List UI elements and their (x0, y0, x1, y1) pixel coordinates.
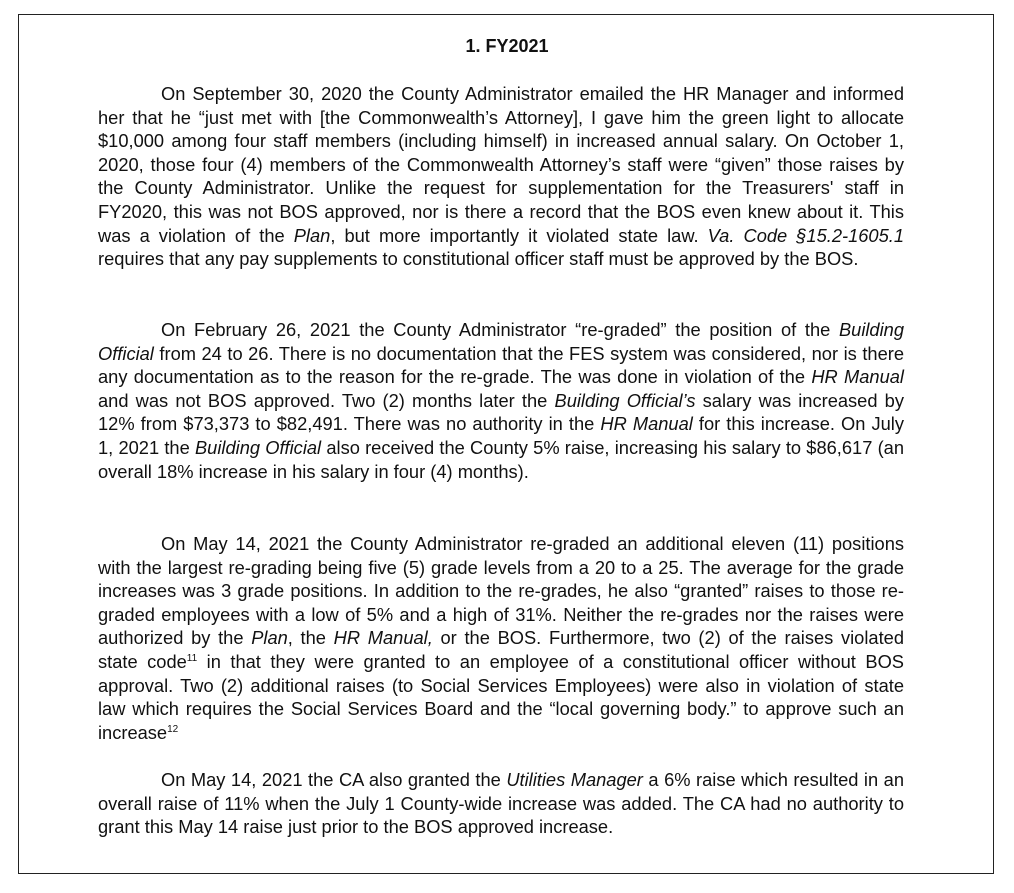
footnote-marker: 11 (186, 652, 198, 664)
emphasis-plan: Plan (251, 627, 288, 649)
emphasis-code-citation: Va. Code §15.2-1605.1 (707, 224, 905, 246)
paragraph-text: salary was increased by 12% from $73,373 to $82,491. There was no authority in the (98, 389, 904, 435)
paragraph-text: and was not BOS approved. Two (2) months later the (98, 389, 555, 411)
paragraph-2 (98, 318, 904, 483)
paragraph-text: in that they were granted to an employee of a constitutional officer without BOS approval. Two (2) additional raises (to Social Services Employees) were also in violation of state law which requires the Social Services Board and the “local governing body.” to approve such an increase (98, 650, 904, 743)
paragraph-3 (98, 532, 904, 744)
paragraph-text: also received the County 5% raise, increasing his salary to $86,617 (an overall 18% increase in his salary in four (4) months). (98, 436, 905, 482)
paragraph-text: On September 30, 2020 the County Administrator emailed the HR Manager and informed her that he “just met with [the Commonwealth’s Attorney], I gave him the green light to allocate $10,000 among four staff members (including himself) in increased annual salary. On October 1, 2020, those four (4) members of the Commonwealth Attorney’s staff were “given” those raises by the County Administrator. Unlike the request for supplementation for the Treasurers' staff in FY2020, this was not BOS approved, nor is there a record that the BOS even knew about it. This was a violation of the (98, 83, 904, 246)
emphasis-hr-manual: HR Manual, (333, 627, 433, 649)
paragraph-text: from 24 to 26. There is no documentation that the FES system was considered, nor is there any documentation as to the reason for the re-grade. The was done in violation of the (98, 342, 904, 388)
emphasis-plan: Plan (293, 224, 331, 246)
paragraph-text: requires that any pay supplements to constitutional officer staff must be approved by the BOS. (98, 248, 859, 270)
paragraph-1 (98, 82, 904, 271)
paragraph-4 (98, 768, 904, 839)
paragraph-text: On May 14, 2021 the CA also granted the (161, 769, 507, 790)
emphasis-building-officials: Building Official’s (554, 389, 696, 411)
emphasis-building-official: Building Official (194, 436, 322, 458)
emphasis-hr-manual: HR Manual (811, 366, 904, 388)
paragraph-text: , the (287, 627, 334, 649)
footnote-marker: 12 (167, 723, 179, 735)
paragraph-text: a 6% raise which resulted in an overall raise of 11% when the July 1 County-wide increase was added. The CA had no authority to grant this May 14 raise just prior to the BOS approved increase. (98, 769, 904, 838)
emphasis-building-official: Building Official (98, 319, 904, 364)
emphasis-utilities-manager: Utilities Manager (506, 769, 643, 790)
paragraph-text: for this increase. On July 1, 2021 the (98, 413, 904, 458)
section-heading: 1. FY2021 (465, 36, 549, 56)
paragraph-text: On February 26, 2021 the County Administrator “re-graded” the position of the (161, 319, 839, 340)
paragraph-text: or the BOS. Furthermore, two (2) of the raises violated state code (98, 627, 904, 672)
paragraph-text: , but more importantly it violated state law. (330, 224, 708, 246)
emphasis-hr-manual: HR Manual (600, 413, 693, 435)
paragraph-text: On May 14, 2021 the County Administrator re-graded an additional eleven (11) positions with the largest re-grading being five (5) grade levels from a 20 to a 25. The average for the grade increases was 3 grade positions. In addition to the re-grades, he also “granted” raises to those re-graded employees with a low of 5% and a high of 31%. Neither the re-grades nor the raises were authorized by the (98, 533, 904, 649)
